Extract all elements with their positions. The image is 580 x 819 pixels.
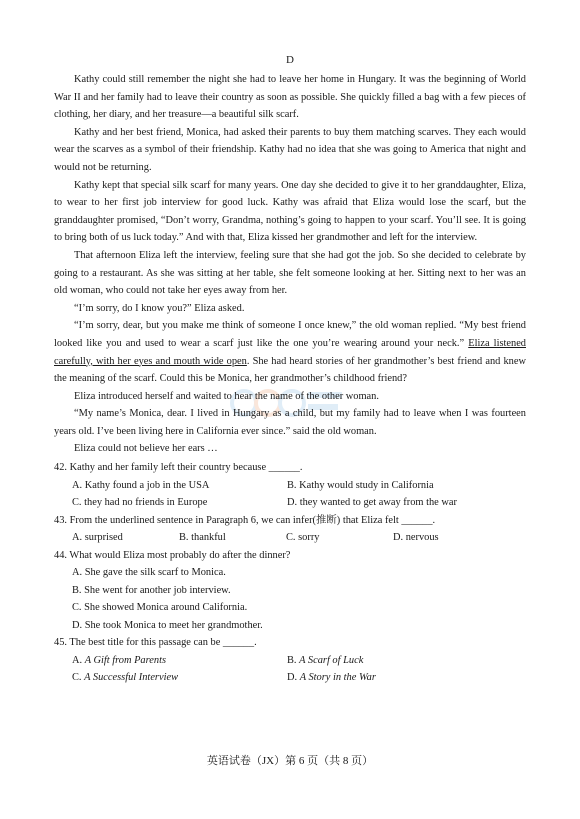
option-letter: C. <box>72 672 85 684</box>
question-45 <box>54 634 526 687</box>
option-list <box>54 652 526 687</box>
passage-paragraph: “My name’s Monica, dear. I lived in Hungary as a child, but my family had to leave when I was fourteen years old. I’ve been living here in California ever since.” said the old woman. <box>54 408 526 437</box>
option-b <box>287 652 502 670</box>
option-b: B. thankful <box>179 532 226 544</box>
option-d: D. nervous <box>393 532 439 544</box>
option-letter: D. <box>287 672 300 684</box>
option-title: A Successful Interview <box>84 672 179 684</box>
option-list <box>54 477 526 512</box>
option-a: A. She gave the silk scarf to Monica. <box>72 567 226 579</box>
question-stem: 42. Kathy and her family left their country because ______. <box>54 462 303 474</box>
para6-before: “I’m sorry, dear, but you make me think of someone I once knew,” the old woman replied. “My best friend looked like you and used to wear a scarf just like the one you’re wearing around your neck.” <box>54 320 526 349</box>
passage-paragraph: That afternoon Eliza left the interview, feeling sure that she had got the job. So she decided to celebrate by going to a restaurant. As she was sitting at her table, she felt someone looking at her. Sitting next to her was an old woman, who could not take her eyes away from her. <box>54 249 526 297</box>
para6-after: . She had heard stories of her grandmother’s best friend and knew the meaning of the scarf. Could this be Monica, her grandmother’s childhood friend? <box>54 355 526 385</box>
exam-page <box>54 52 526 687</box>
option-list <box>54 564 526 634</box>
option-title: A Scarf of Luck <box>299 654 364 666</box>
passage-paragraph: Kathy could still remember the night she had to leave her home in Hungary. It was the beginning of World War II and her family had to leave their country as soon as possible. She quickly filled a bag with a few pieces of clothing, her diary, and her treasure—a beautiful silk scarf. <box>54 74 526 121</box>
question-stem: 44. What would Eliza most probably do after the dinner? <box>54 549 291 561</box>
option-d: D. they wanted to get away from the war <box>287 497 457 509</box>
passage-paragraph-6 <box>54 317 526 387</box>
option-a <box>72 652 287 670</box>
reading-passage <box>54 71 526 458</box>
passage-paragraph: Kathy and her best friend, Monica, had asked their parents to buy them matching scarves. They each would wear the scarves as a symbol of their friendship. Kathy had no idea that she was going to America that night and would not be returning. <box>54 126 526 173</box>
option-title: A Gift from Parents <box>84 654 167 666</box>
option-c: C. they had no friends in Europe <box>72 497 208 509</box>
option-d: D. She took Monica to meet her grandmother. <box>72 619 263 631</box>
underlined-sentence: Eliza listened carefully, with her eyes and mouth wide open <box>54 337 526 367</box>
passage-paragraph: Kathy kept that special silk scarf for many years. One day she decided to give it to her granddaughter, Eliza, to wear to her first job interview for good luck. Kathy was afraid that Eliza would lose the scarf, but the granddaughter promised, “Don’t worry, Grandma, nothing’s going to happen to your scarf. You’ll see. It is going to bring both of us luck today.” And with that, Eliza kissed her grandmother and left for the interview. <box>54 179 526 244</box>
option-b: B. She went for another job interview. <box>72 584 231 596</box>
option-b: B. Kathy would study in California <box>287 479 434 491</box>
question-42 <box>54 459 526 512</box>
option-c: C. sorry <box>286 532 320 544</box>
option-list <box>54 529 526 547</box>
option-a: A. Kathy found a job in the USA <box>72 479 210 491</box>
option-d <box>287 669 502 687</box>
question-43 <box>54 512 526 547</box>
option-c: C. She showed Monica around California. <box>72 602 248 614</box>
passage-paragraph: “I’m sorry, do I know you?” Eliza asked. <box>74 302 245 314</box>
question-stem: 45. The best title for this passage can be ______. <box>54 637 257 649</box>
page-footer: 英语试卷（JX）第 6 页（共 8 页） <box>206 755 374 767</box>
option-letter: B. <box>287 654 300 666</box>
option-c <box>72 669 287 687</box>
question-stem: 43. From the underlined sentence in Paragraph 6, we can infer(推断) that Eliza felt ______. <box>54 514 436 526</box>
option-a: A. surprised <box>72 532 123 544</box>
section-letter: D <box>286 54 294 66</box>
option-title: A Story in the War <box>299 672 376 684</box>
option-letter: A. <box>72 654 85 666</box>
passage-paragraph: Eliza could not believe her ears … <box>74 443 218 455</box>
passage-paragraph: Eliza introduced herself and waited to hear the name of the other woman. <box>74 390 379 402</box>
question-list <box>54 459 526 687</box>
question-44 <box>54 547 526 635</box>
